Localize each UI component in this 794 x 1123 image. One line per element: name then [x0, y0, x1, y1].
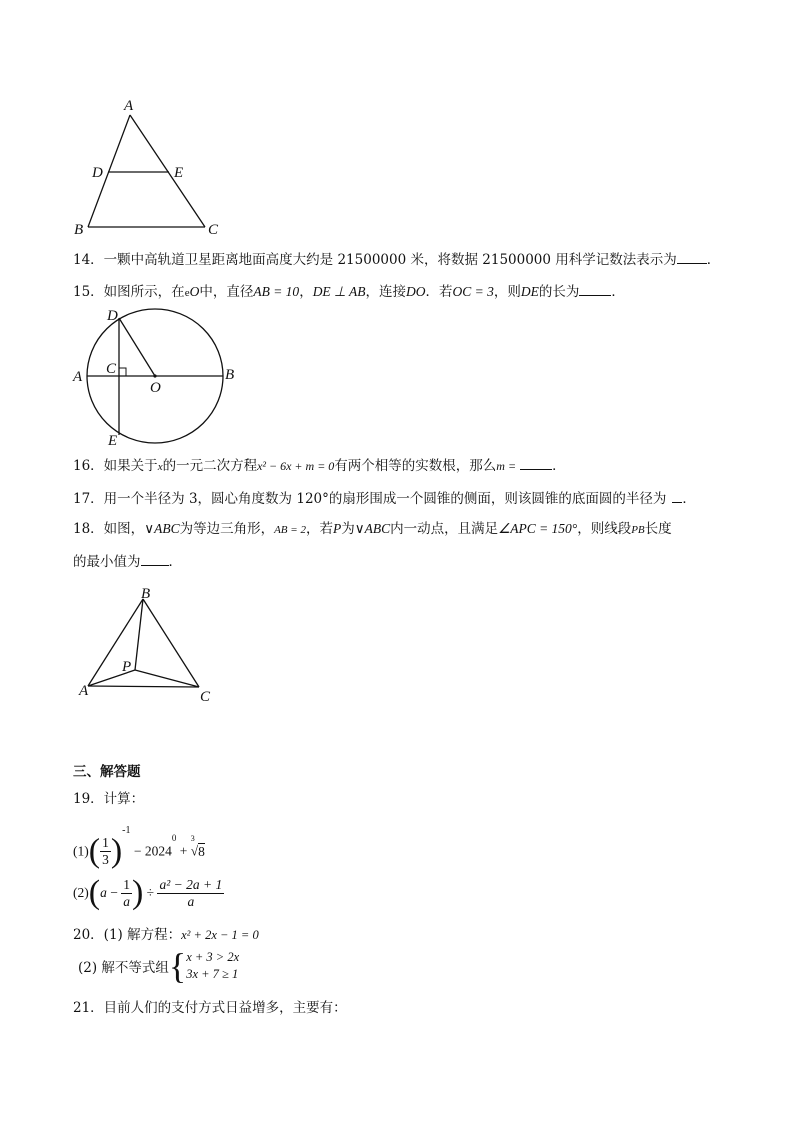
question-18-line-2: [73, 552, 182, 571]
question-17: [73, 489, 696, 508]
q15-oc3: OC = 3: [452, 284, 494, 299]
q18-text-3: ，若: [305, 521, 333, 537]
q15-text-5: ．若: [425, 284, 453, 300]
q18-text-8: 的最小值为: [73, 554, 141, 570]
radical-icon: √: [190, 843, 199, 859]
q16-m: m =: [496, 459, 517, 473]
q16-text-1: 16．如果关于: [73, 458, 158, 474]
q19-fraction-one-over-a: [121, 877, 132, 910]
q16-equation: x² − 6x + m = 0: [257, 459, 335, 473]
question-16: [73, 456, 566, 476]
q19-zero-exp: 0: [171, 833, 177, 843]
q15-circle-symbol: e: [184, 287, 190, 299]
label-c: C: [208, 222, 219, 238]
q19-frac1-num: 1: [123, 876, 130, 892]
figure-triangle-de: [70, 95, 230, 240]
q18-text-4: 为: [341, 521, 355, 537]
q14-text: 14．一颗中高轨道卫星距离地面高度大约是 21500000 米，将数据 21500000 用科学记数法表示为: [73, 252, 677, 268]
q18-angle-apc: ∠APC = 150°: [498, 521, 578, 536]
question-20-part-2: [78, 948, 239, 984]
center-point: [153, 374, 156, 377]
label-a: A: [124, 98, 134, 114]
q18-ab2: AB = 2: [274, 524, 306, 536]
q19-frac2-den: a: [187, 893, 195, 909]
label-c: C: [106, 361, 117, 377]
label-o: O: [150, 380, 161, 396]
q14-answer-blank: [677, 250, 707, 264]
q19-fraction-one-third: [100, 835, 111, 868]
q16-x: x: [157, 461, 163, 473]
q15-de-perp-ab: DE ⊥ AB: [312, 284, 366, 299]
question-19-title: [73, 790, 144, 808]
q15-end: ．: [611, 284, 625, 300]
q20-inequality-2: 3x + 7 ≥ 1: [186, 967, 239, 981]
q19-part-1: [73, 825, 205, 869]
seg-do: [119, 318, 155, 376]
q19-open-paren-2: (: [88, 874, 101, 911]
label-c: C: [200, 689, 211, 705]
question-18-line-1: [73, 520, 672, 539]
q19-minus: −: [106, 885, 122, 900]
q15-text-7: 的长为: [538, 284, 580, 300]
q18-text-1: 18．如图，: [73, 521, 145, 537]
q19-close-paren-2: ): [131, 874, 144, 911]
label-d: D: [107, 308, 118, 324]
q18-abc-2: ABC: [364, 521, 391, 536]
q19-root-index: 3: [190, 834, 195, 843]
q15-text-6: ，则: [493, 284, 521, 300]
brace-icon: {: [168, 946, 187, 986]
q16-end: ．: [552, 458, 566, 474]
question-14: [73, 250, 720, 269]
q15-text-2: 中，直径: [199, 284, 254, 300]
q19-a: a: [100, 885, 107, 900]
q19-frac-num: 1: [102, 835, 109, 850]
q17-end: ．: [682, 491, 696, 507]
q19-part-2: [73, 876, 224, 910]
q18-p: P: [332, 521, 342, 536]
q18-triangle-symbol-2: ∨: [354, 521, 365, 536]
q16-text-2: 的一元二次方程: [162, 458, 258, 474]
q18-end: ．: [168, 554, 182, 570]
label-b: B: [225, 367, 235, 383]
q19-part1-label: (1): [73, 843, 89, 859]
q20-inequality-system: [186, 949, 239, 983]
q20-inequality-1: x + 3 > 2x: [186, 950, 240, 964]
q15-o: O: [189, 284, 200, 299]
q19-plus: +: [176, 843, 191, 859]
q16-text-3: 有两个相等的实数根，那么: [334, 458, 497, 474]
label-d: D: [92, 165, 103, 181]
label-e: E: [108, 433, 118, 448]
figure-circle: [70, 303, 245, 448]
q19-frac1-den: a: [123, 893, 130, 909]
question-20-part-1: [73, 926, 259, 944]
label-p: P: [122, 659, 132, 675]
q15-answer-blank: [579, 282, 611, 296]
question-15: [73, 282, 625, 302]
q15-text-1: 15．如图所示，在: [73, 284, 185, 300]
q18-text-5: 内一动点，且满足: [390, 521, 499, 537]
q19-fraction-polynomial: [157, 877, 224, 910]
q19-minus-2024: − 2024: [130, 843, 172, 859]
figure-equilateral-p: [72, 585, 222, 710]
label-e: E: [174, 165, 184, 181]
q19-frac-den: 3: [102, 852, 109, 867]
q16-answer-blank: [520, 456, 552, 470]
q15-ab10: AB = 10: [253, 284, 300, 299]
q20-text-1: 20．(1) 解方程：: [73, 927, 182, 943]
q20-equation: x² + 2x − 1 = 0: [181, 928, 259, 942]
q20-text-2: (2) 解不等式组: [78, 960, 169, 976]
q19-radicand: 8: [198, 843, 205, 859]
q18-text-2: 为等边三角形，: [179, 521, 275, 537]
q17-text: 17．用一个半径为 3，圆心角度数为 120°的扇形围成一个圆锥的侧面，则该圆锥的底面圆的半径为: [73, 491, 667, 507]
label-b: B: [74, 222, 84, 238]
q17-answer-blank: [672, 489, 682, 503]
question-21: [73, 999, 347, 1017]
q19-part2-label: (2): [73, 885, 89, 900]
right-angle-mark: [119, 368, 126, 376]
q15-text-4: ，连接: [365, 284, 406, 300]
q19-exponent: -1: [122, 825, 131, 836]
q18-triangle-symbol-1: ∨: [144, 521, 155, 536]
section-title: 三、解答题: [73, 764, 141, 780]
q18-answer-blank: [141, 552, 169, 566]
seg-ac: [130, 115, 205, 227]
seg-ac: [88, 686, 199, 687]
q19-close-paren: ): [110, 832, 123, 870]
label-a: A: [73, 369, 83, 385]
q15-de: DE: [520, 284, 539, 299]
q21-text: 21．目前人们的支付方式日益增多，主要有：: [73, 1000, 347, 1016]
q19-open-paren: (: [88, 832, 101, 870]
q19-divide: ÷: [143, 885, 158, 900]
q15-text-3: ，: [299, 284, 313, 300]
label-a: A: [79, 683, 89, 699]
q18-text-6: ，则线段: [577, 521, 632, 537]
q18-text-7: 长度: [644, 521, 672, 537]
q15-do: DO: [405, 284, 426, 299]
q18-abc-1: ABC: [154, 521, 180, 536]
label-b: B: [141, 586, 151, 602]
q18-pb: PB: [631, 524, 645, 536]
q19-frac2-num: a² − 2a + 1: [159, 876, 223, 892]
q14-end: ．: [706, 252, 721, 268]
section-heading: [73, 763, 141, 781]
seg-ab: [88, 599, 143, 686]
q19-title: 19．计算：: [73, 791, 145, 807]
